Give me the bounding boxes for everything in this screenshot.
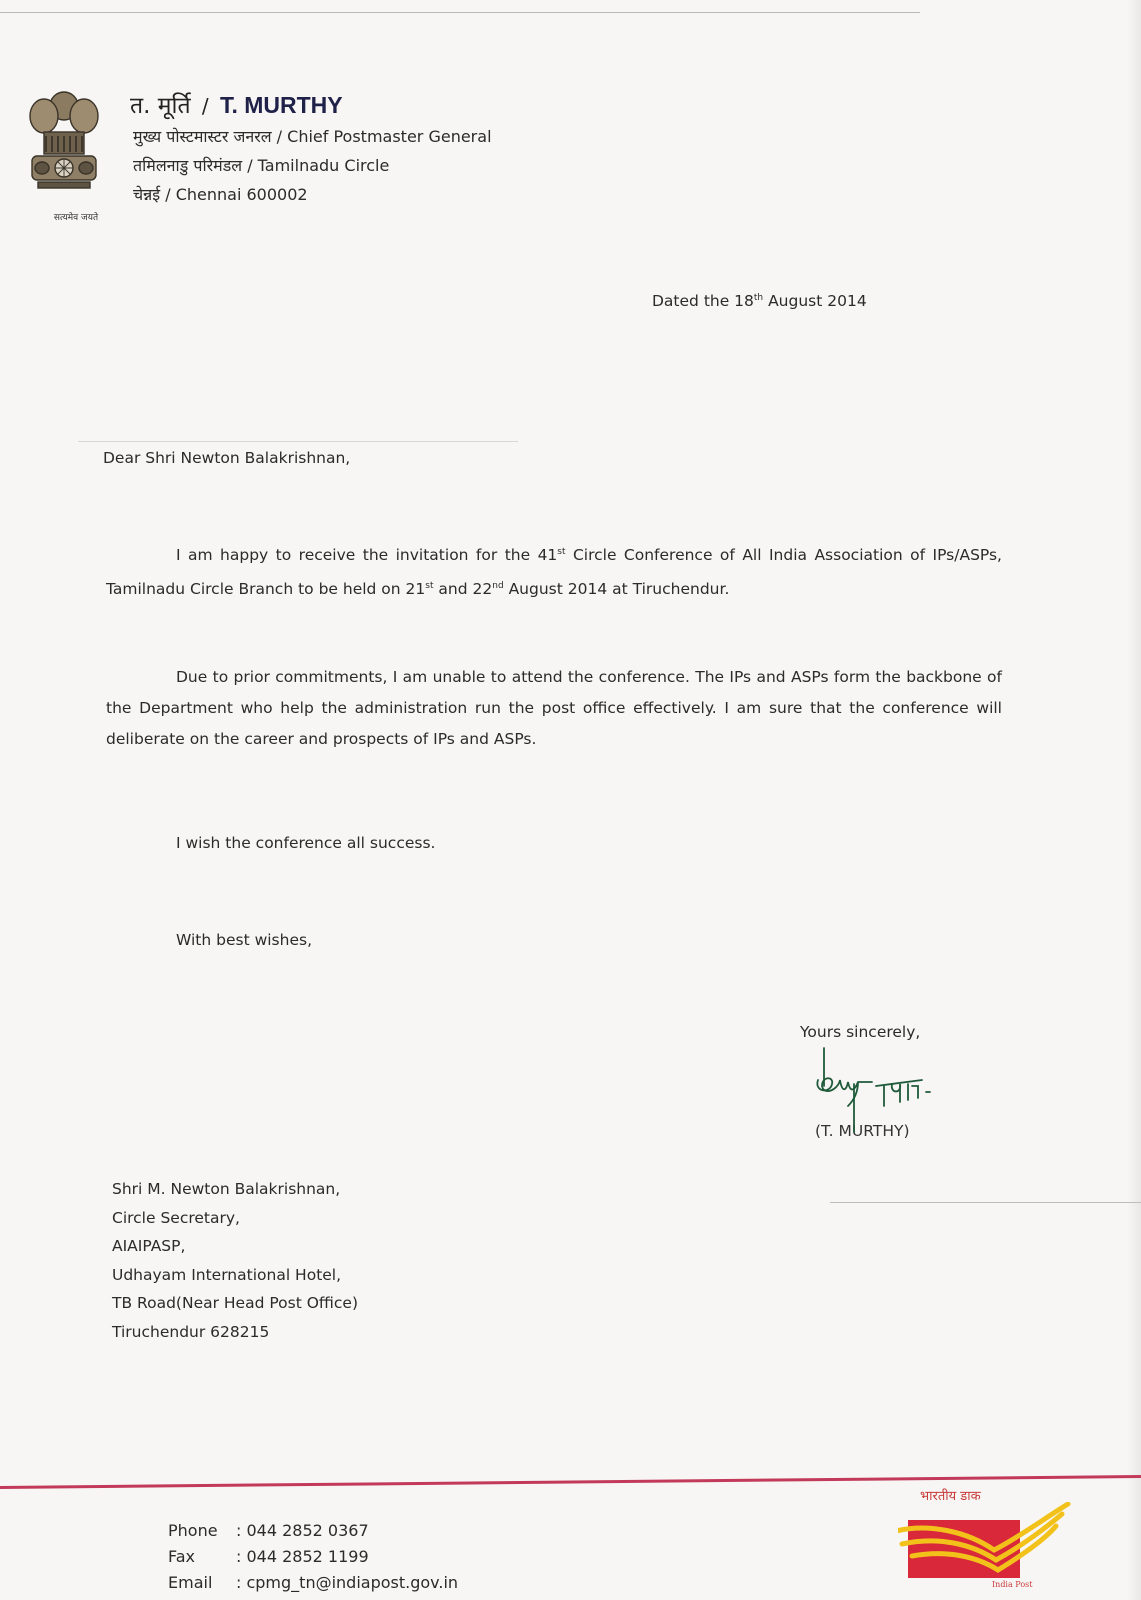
- india-post-emblem-icon: [898, 1502, 1088, 1582]
- address-line: Tiruchendur 628215: [112, 1322, 270, 1341]
- fold-line: [830, 1202, 1141, 1203]
- officer-name-english: T. MURTHY: [219, 92, 343, 118]
- recipient-address: [112, 1175, 358, 1346]
- paragraph-regret: Due to prior commitments, I am unable to attend the conference. The IPs and ASPs form the backbone of the Department who help the administration run the post office effectively. I am sure that the conference will deliberate on the career and prospects of IPs and ASPs.: [106, 668, 1002, 748]
- logo-english-text: India Post: [992, 1580, 1033, 1589]
- officer-name-hindi: त. मूर्ति: [130, 93, 191, 119]
- contact-details: [168, 1518, 458, 1596]
- handwritten-signature: [812, 1046, 972, 1156]
- contact-email: Email : cpmg_tn@indiapost.gov.in: [168, 1573, 459, 1592]
- city-line: चेन्नई / Chennai 600002: [133, 185, 308, 204]
- address-line: TB Road(Near Head Post Office): [112, 1294, 359, 1312]
- address-line: Udhayam International Hotel,: [112, 1265, 342, 1284]
- paper-edge-shadow: [1127, 0, 1141, 1600]
- paragraph-invitation: I am happy to receive the invitation for the 41st Circle Conference of All India Association of IPs/ASPs, Tamilnadu Circle Branch to be held on 21st and 22nd August 2014 at Tiruchendur.: [106, 546, 1002, 599]
- contact-phone: Phone : 044 2852 0367: [168, 1521, 369, 1540]
- faint-scan-line: [78, 441, 518, 442]
- signatory-name: (T. MURTHY): [815, 1122, 910, 1140]
- name-separator: /: [201, 94, 209, 118]
- national-emblem: [22, 84, 106, 232]
- address-line: Circle Secretary,: [112, 1208, 240, 1227]
- address-line: AIAIPASP,: [112, 1237, 186, 1255]
- address-line: Shri M. Newton Balakrishnan,: [112, 1180, 341, 1198]
- circle-line: तमिलनाडु परिमंडल / Tamilnadu Circle: [133, 156, 390, 175]
- contact-fax: Fax : 044 2852 1199: [168, 1547, 369, 1566]
- letter-date: Dated the 18th August 2014: [652, 292, 867, 310]
- ashoka-emblem-icon: [22, 84, 106, 208]
- officer-name: [130, 88, 343, 120]
- wish-line: I wish the conference all success.: [176, 834, 436, 852]
- designation-line: मुख्य पोस्टमास्टर जनरल / Chief Postmaster General: [133, 127, 492, 146]
- closing: Yours sincerely,: [800, 1023, 921, 1041]
- emblem-motto: सत्यमेव जयते: [53, 213, 99, 223]
- top-edge-line: [0, 12, 920, 13]
- signature-icon: [812, 1046, 972, 1156]
- salutation: Dear Shri Newton Balakrishnan,: [103, 449, 351, 467]
- logo-hindi-text: भारतीय डाक: [920, 1489, 981, 1504]
- best-wishes-line: With best wishes,: [176, 931, 312, 949]
- india-post-logo: [898, 1484, 1088, 1596]
